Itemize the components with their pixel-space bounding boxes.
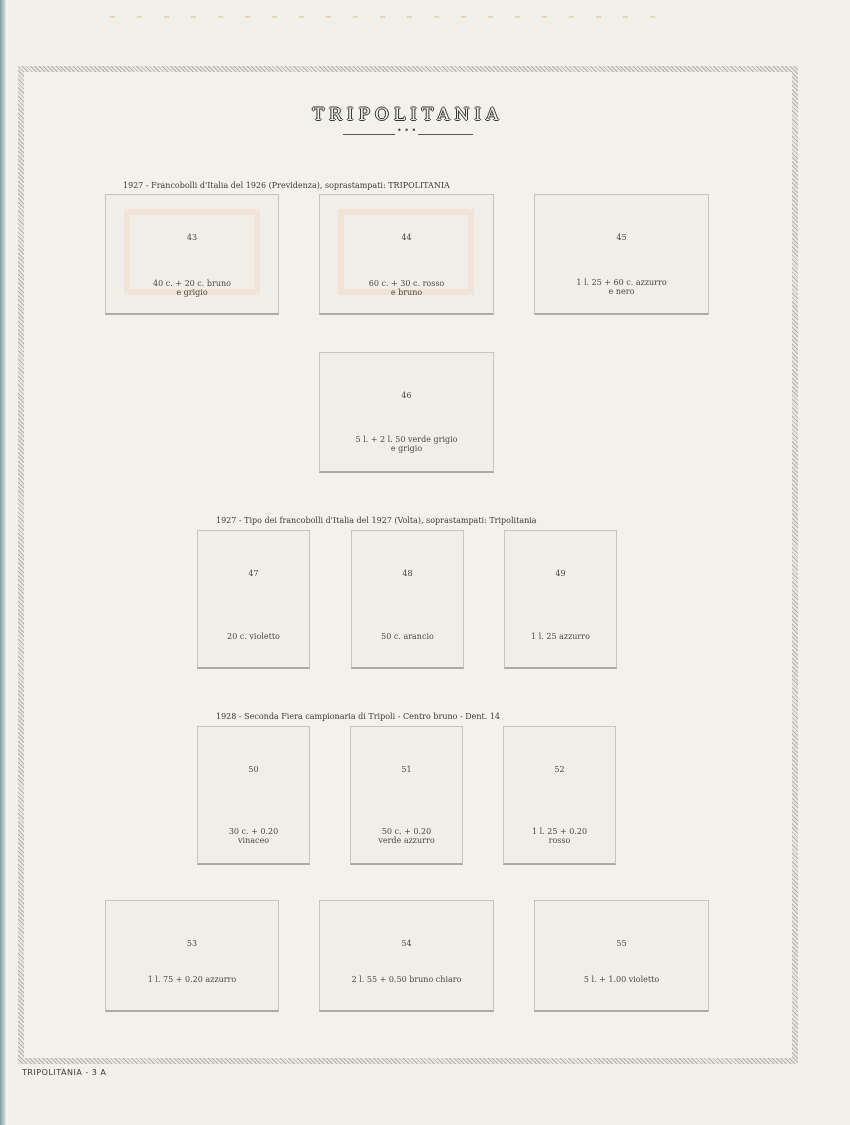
stamp-description-2: verde azzurro	[378, 836, 435, 845]
stamp-description-2: e bruno	[390, 288, 423, 297]
stamp-description: 1 l. 75 + 0.20 azzurro	[147, 975, 237, 984]
stamp-number: 53	[186, 939, 198, 948]
page-title: TRIPOLITANIA	[312, 105, 504, 125]
page-footer: TRIPOLITANIA - 3 A	[22, 1068, 107, 1077]
stamp-description-2: rosso	[548, 836, 571, 845]
stamp-space-52	[503, 726, 616, 865]
stamp-description: 60 c. + 30 c. rosso	[368, 279, 445, 288]
stamp-space-43	[105, 194, 279, 315]
stamp-number: 55	[616, 939, 627, 948]
stamp-description-2: e grigio	[176, 288, 208, 297]
stamp-description: 1 l. 25 + 60 c. azzurro	[576, 278, 667, 287]
stamp-number: 52	[554, 765, 565, 774]
stamp-space-50	[197, 726, 310, 865]
top-edge-marks	[110, 16, 670, 18]
stamp-number: 47	[248, 569, 259, 578]
stamp-description: 30 c. + 0.20	[228, 827, 279, 836]
section-header-volta: 1927 - Tipo dei francobolli d'Italia del 1927 (Volta), soprastampati: Tripolitania	[216, 516, 537, 525]
stamp-space-54	[319, 900, 494, 1012]
stamp-number: 45	[616, 233, 627, 242]
stamp-space-55	[534, 900, 709, 1012]
stamp-space-48	[351, 530, 464, 669]
section-header-previdenza: 1927 - Francobolli d'Italia del 1926 (Previdenza), soprastampati: TRIPOLITANIA	[123, 181, 450, 190]
stamp-number: 49	[555, 569, 566, 578]
stamp-description: 40 c. + 20 c. bruno	[153, 279, 231, 288]
stamp-number: 54	[401, 939, 412, 948]
album-binding-edge	[0, 0, 6, 1125]
stamp-description: 20 c. violetto	[227, 632, 280, 641]
title-ornament	[343, 132, 473, 138]
stamp-number: 43	[186, 233, 198, 242]
stamp-space-49	[504, 530, 617, 669]
stamp-description-2: e grigio	[390, 444, 423, 453]
stamp-number: 48	[402, 569, 413, 578]
stamp-number: 44	[401, 233, 412, 242]
stamp-description-2: e nero	[608, 287, 635, 296]
stamp-description-2: vinaceo	[237, 836, 270, 845]
stamp-number: 50	[248, 765, 259, 774]
stamp-description: 5 l. + 2 l. 50 verde grigio	[355, 435, 458, 444]
stamp-space-47	[197, 530, 310, 669]
stamp-space-45	[534, 194, 709, 315]
stamp-description: 1 l. 25 + 0.20	[531, 827, 588, 836]
section-header-fiera: 1928 - Seconda Fiera campionaria di Tripoli - Centro bruno - Dent. 14	[216, 712, 501, 721]
stamp-description: 50 c. + 0.20	[381, 827, 432, 836]
stamp-space-53	[105, 900, 279, 1012]
stamp-number: 51	[401, 765, 412, 774]
stamp-number: 46	[401, 391, 412, 400]
stamp-space-44	[319, 194, 494, 315]
stamp-description: 5 l. + 1.00 violetto	[583, 975, 660, 984]
stamp-description: 1 l. 25 azzurro	[531, 632, 590, 641]
stamp-space-46	[319, 352, 494, 473]
stamp-description: 50 c. arancio	[381, 632, 434, 641]
stamp-space-51	[350, 726, 463, 865]
stamp-description: 2 l. 55 + 0.50 bruno chiaro	[351, 975, 462, 984]
